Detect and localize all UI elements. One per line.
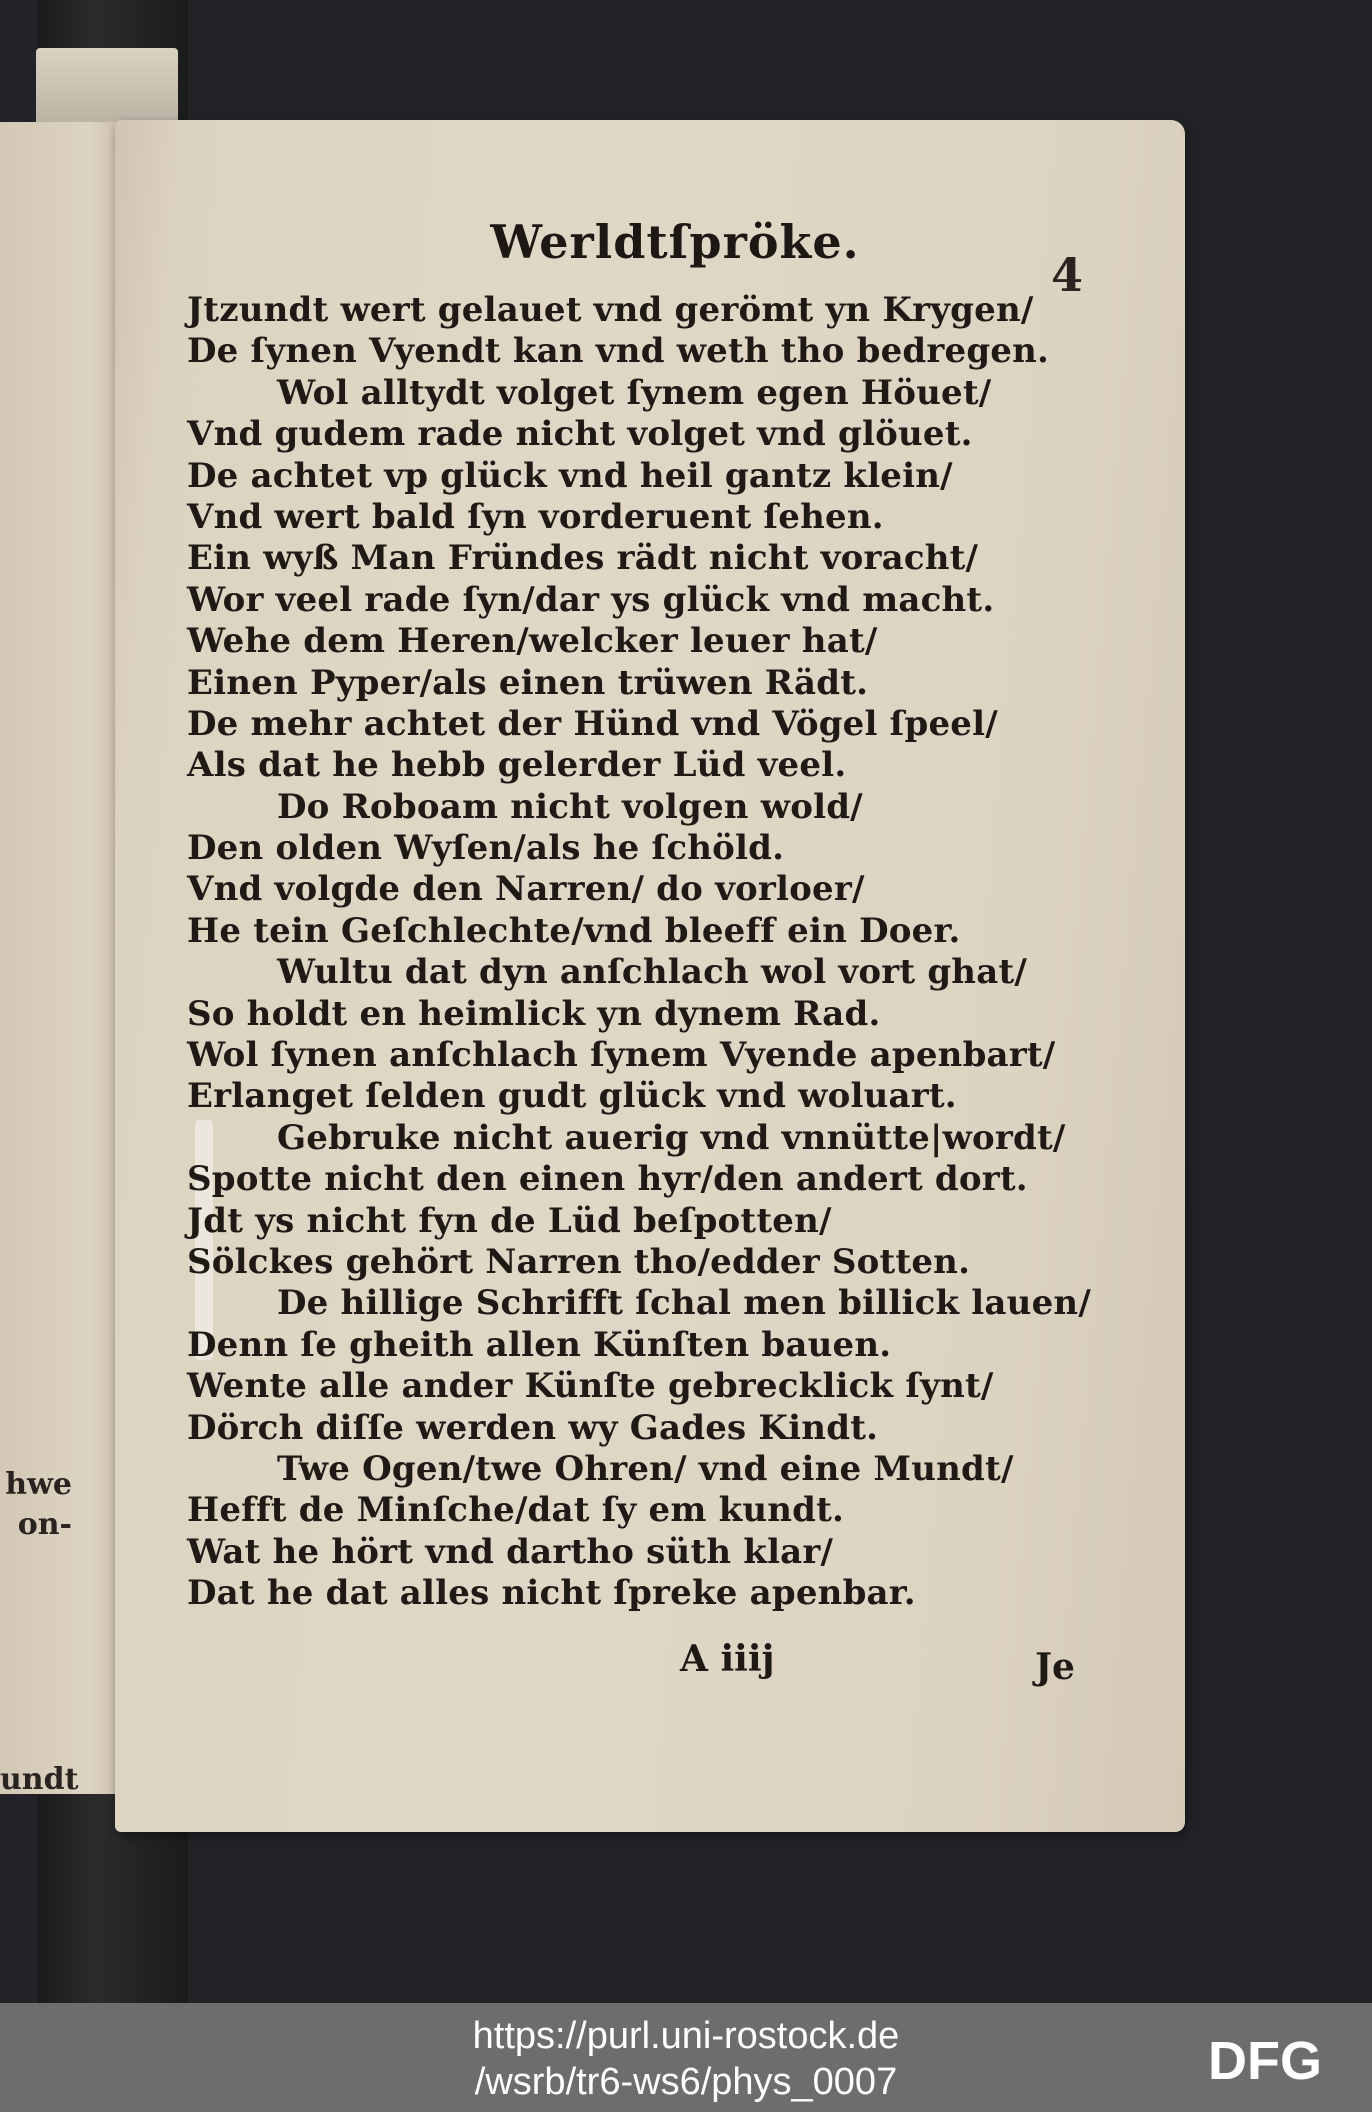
previous-page-fragments: [2, 1467, 72, 1547]
verse-line: Erlanget ſelden gudt glück vnd woluart.: [187, 1076, 957, 1117]
verse-line: Spotte nicht den einen hyr/den andert dort.: [187, 1159, 1028, 1200]
footer-url[interactable]: [0, 2013, 1372, 2105]
verse-line: Dat he dat alles nicht ſpreke apenbar.: [187, 1573, 916, 1614]
verse-line: Jtzundt wert gelauet vnd gerömt yn Krygen/: [187, 290, 1034, 330]
verse-line: De hillige Schrifft ſchal men billick lauen/: [277, 1283, 1091, 1324]
verse-line: Denn ſe gheith allen Künſten bauen.: [187, 1324, 892, 1365]
verse-line: Sölckes gehört Narren tho/edder Sotten.: [187, 1241, 971, 1282]
previous-page-fragment: on-: [17, 1507, 72, 1542]
verse-line: Wultu dat dyn anſchlach wol vort ghat/: [277, 952, 1027, 993]
verse-line: Dörch diſſe werden wy Gades Kindt.: [187, 1407, 879, 1448]
verse-line: Wol alltydt volget ſynem egen Höuet/: [277, 372, 992, 413]
binding-tab: [36, 48, 178, 128]
signature-mark: A iiij: [680, 1638, 775, 1680]
footer-bar: [0, 2003, 1372, 2112]
running-head: Werldtſpröke.: [490, 215, 860, 269]
book-page: [115, 120, 1185, 1832]
verse-line: Do Roboam nicht volgen wold/: [277, 786, 863, 827]
previous-page-fragment: hwe: [5, 1467, 72, 1502]
verse-line: Als dat he hebb gelerder Lüd veel.: [187, 745, 847, 786]
footer-url-line[interactable]: /wsrb/tr6-ws6/phys_0007: [474, 2061, 898, 2103]
verse-text-block: [187, 290, 1147, 1615]
verse-line: Jdt ys nicht fyn de Lüd beſpotten/: [187, 1200, 832, 1241]
verse-line: Wat he hört vnd dartho süth klar/: [187, 1531, 834, 1572]
verse-line: Den olden Wyſen/als he ſchöld.: [187, 828, 785, 869]
verse-line: Wol ſynen anſchlach ſynem Vyende apenbart/: [187, 1035, 1056, 1076]
verse-line: Gebruke nicht auerig vnd vnnütte|wordt/: [277, 1117, 1066, 1158]
verse-line: Wehe dem Heren/welcker leuer hat/: [187, 621, 878, 662]
verse-line: Twe Ogen/twe Ohren/ vnd eine Mundt/: [277, 1448, 1014, 1489]
catchword: Je: [1035, 1646, 1075, 1688]
verse-line: Wor veel rade ſyn/dar ys glück vnd macht.: [187, 579, 995, 620]
previous-page-edge: [0, 122, 128, 1797]
dfg-logo: [1208, 2031, 1354, 2087]
verse-line: Ein wyß Man Fründes rädt nicht voracht/: [187, 538, 979, 579]
verse-line: He tein Geſchlechte/vnd bleeff ein Doer.: [187, 910, 961, 951]
verse-line: Einen Pyper/als einen trüwen Rädt.: [187, 662, 869, 703]
verse-line: De mehr achtet der Hünd vnd Vögel ſpeel/: [187, 703, 998, 744]
verse-line: Vnd gudem rade nicht volget vnd glöuet.: [187, 414, 973, 455]
verse-line: Vnd wert bald ſyn vorderuent ſehen.: [187, 496, 884, 537]
dfg-logo-text: DFG: [1208, 2031, 1322, 2087]
verse-line: Vnd volgde den Narren/ do vorloer/: [187, 869, 865, 910]
folio-number: 4: [1051, 248, 1084, 302]
previous-page-bottom-fragment: undt: [0, 1762, 79, 1797]
verse-line: De ſynen Vyendt kan vnd weth tho bedregen.: [187, 331, 1050, 372]
verse-line: So holdt en heimlick yn dynem Rad.: [187, 993, 881, 1034]
footer-url-line[interactable]: https://purl.uni-rostock.de: [472, 2015, 900, 2057]
verse-line: Hefft de Minſche/dat ſy em kundt.: [187, 1490, 845, 1531]
verse-line: De achtet vp glück vnd heil gantz klein/: [187, 455, 953, 496]
verse-line: Wente alle ander Künſte gebrecklick ſynt/: [187, 1366, 994, 1407]
